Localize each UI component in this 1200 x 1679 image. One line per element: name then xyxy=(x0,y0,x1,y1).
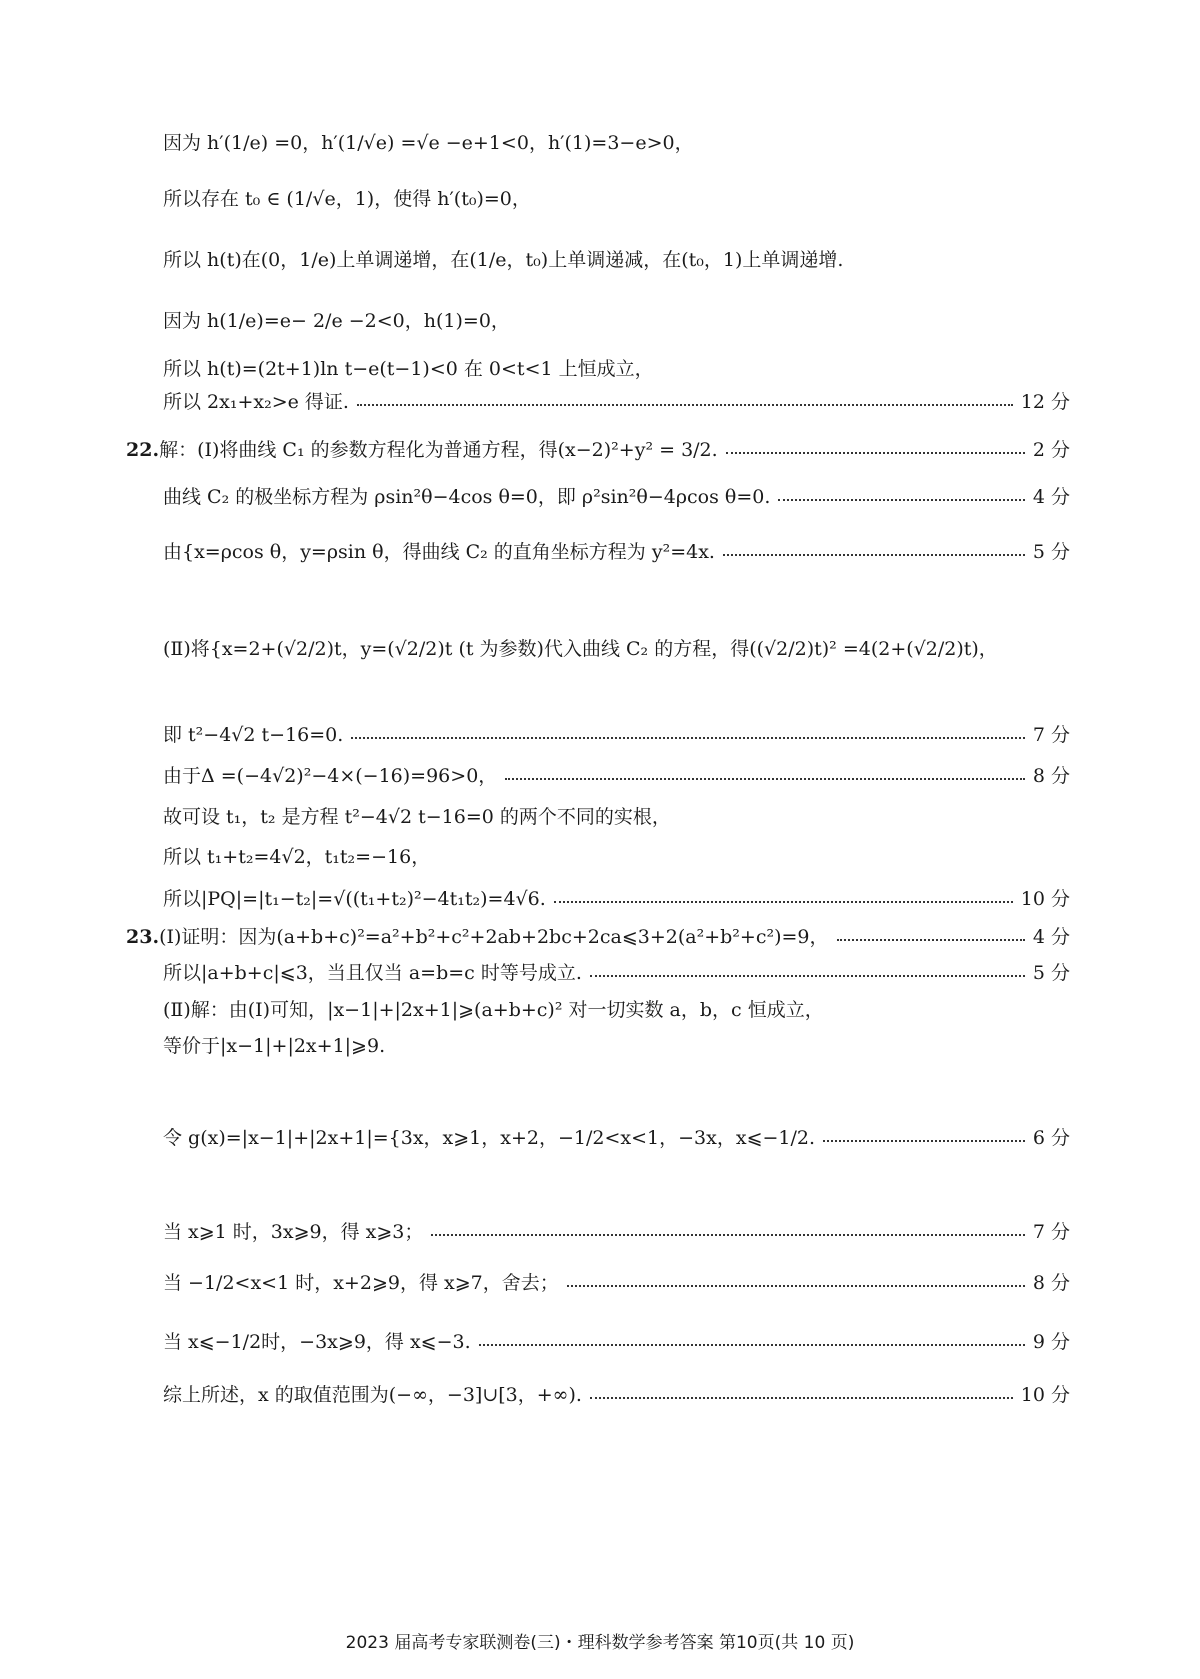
solution-line: 曲线 C₂ 的极坐标方程为 ρsin²θ−4cos θ=0，即 ρ²sin²θ−4ρcos θ=0. 4 分 xyxy=(163,480,1070,514)
dot-leader xyxy=(590,975,1025,977)
solution-line: 当 x⩾1 时，3x⩾9，得 x⩾3； 7 分 xyxy=(163,1215,1070,1249)
solution-line: 所以 t₁+t₂=4√2，t₁t₂=−16， xyxy=(163,846,431,868)
dot-leader xyxy=(431,1234,1024,1236)
dot-leader xyxy=(778,499,1024,501)
page-footer: 2023 届高考专家联测卷(三)・理科数学参考答案 第10页(共 10 页) xyxy=(345,1633,855,1653)
solution-line: 所以 2x₁+x₂>e 得证. 12 分 xyxy=(163,385,1070,419)
solution-line: (Ⅱ)解：由(Ⅰ)可知，|x−1|+|2x+1|⩾(a+b+c)² 对一切实数 a，b，c 恒成立， xyxy=(163,999,824,1021)
score-label: 2 分 xyxy=(1032,439,1070,461)
score-label: 5 分 xyxy=(1032,962,1070,984)
solution-line: (Ⅱ)将{x=2+(√2/2)t，y=(√2/2)t (t 为参数)代入曲线 C₂ 的方程，得((√2/2)t)² =4(2+(√2/2)t)， xyxy=(163,638,998,660)
dot-leader xyxy=(726,452,1025,454)
solution-line: 等价于|x−1|+|2x+1|⩾9. xyxy=(163,1035,386,1057)
solution-line: 当 −1/2<x<1 时，x+2⩾9，得 x⩾7，舍去； 8 分 xyxy=(163,1266,1070,1300)
score-label: 8 分 xyxy=(1032,1272,1070,1294)
solution-line: 所以存在 t₀ ∈ (1/√e，1)，使得 h′(t₀)=0， xyxy=(163,188,531,210)
score-label: 10 分 xyxy=(1020,1384,1070,1406)
solution-line: 由于Δ =(−4√2)²−4×(−16)=96>0， 8 分 xyxy=(163,759,1070,793)
score-label: 10 分 xyxy=(1020,888,1070,910)
score-label: 4 分 xyxy=(1032,486,1070,508)
score-label: 7 分 xyxy=(1032,724,1070,746)
score-label: 4 分 xyxy=(1032,926,1070,948)
solution-line: 所以 h(t)=(2t+1)ln t−e(t−1)<0 在 0<t<1 上恒成立， xyxy=(163,358,654,380)
solution-line: 因为 h(1/e)=e− 2/e −2<0，h(1)=0， xyxy=(163,310,510,332)
score-label: 12 分 xyxy=(1020,391,1070,413)
score-label: 7 分 xyxy=(1032,1221,1070,1243)
solution-line: 当 x⩽−1/2时，−3x⩾9，得 x⩽−3. 9 分 xyxy=(163,1325,1070,1359)
score-label: 5 分 xyxy=(1032,541,1070,563)
score-label: 8 分 xyxy=(1032,765,1070,787)
solution-line: 故可设 t₁，t₂ 是方程 t²−4√2 t−16=0 的两个不同的实根， xyxy=(163,806,671,828)
dot-leader xyxy=(567,1285,1025,1287)
score-label: 9 分 xyxy=(1032,1331,1070,1353)
dot-leader xyxy=(837,939,1025,941)
solution-line: 所以|PQ|=|t₁−t₂|=√((t₁+t₂)²−4t₁t₂)=4√6. 10 分 xyxy=(163,882,1070,916)
solution-line: 因为 h′(1/e) =0，h′(1/√e) =√e −e+1<0，h′(1)=3−e>0， xyxy=(163,132,694,154)
question-number: 23. xyxy=(126,926,160,948)
question-23-line: 23.(Ⅰ)证明：因为(a+b+c)²=a²+b²+c²+2ab+2bc+2ca⩽3+2(a²+b²+c²)=9， 4 分 xyxy=(126,920,1070,954)
dot-leader xyxy=(479,1344,1025,1346)
solution-line: 所以|a+b+c|⩽3，当且仅当 a=b=c 时等号成立. 5 分 xyxy=(163,956,1070,990)
dot-leader xyxy=(357,404,1013,406)
solution-line: 即 t²−4√2 t−16=0. 7 分 xyxy=(163,718,1070,752)
solution-line: 综上所述，x 的取值范围为(−∞，−3]∪[3，+∞). 10 分 xyxy=(163,1378,1070,1412)
question-number: 22. xyxy=(126,439,160,461)
dot-leader xyxy=(351,737,1025,739)
solution-line: 由{x=ρcos θ，y=ρsin θ，得曲线 C₂ 的直角坐标方程为 y²=4x. 5 分 xyxy=(163,535,1070,569)
solution-line: 令 g(x)=|x−1|+|2x+1|={3x，x⩾1，x+2，−1/2<x<1，−3x，x⩽−1/2. 6 分 xyxy=(163,1121,1070,1155)
dot-leader xyxy=(590,1397,1013,1399)
dot-leader xyxy=(554,901,1013,903)
dot-leader xyxy=(823,1140,1025,1142)
question-22-line: 22.解：(Ⅰ)将曲线 C₁ 的参数方程化为普通方程，得(x−2)²+y² = 3/2. 2 分 xyxy=(126,433,1070,467)
score-label: 6 分 xyxy=(1032,1127,1070,1149)
solution-line: 所以 h(t)在(0，1/e)上单调递增，在(1/e，t₀)上单调递减，在(t₀，1)上单调递增. xyxy=(163,249,844,271)
dot-leader xyxy=(723,554,1025,556)
dot-leader xyxy=(505,778,1025,780)
